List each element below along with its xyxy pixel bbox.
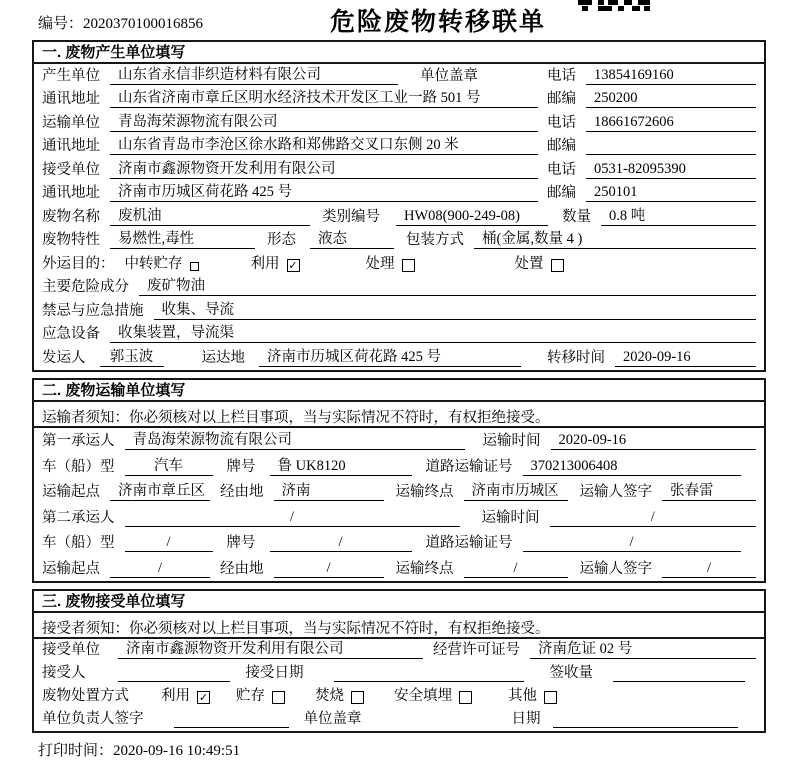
disposal-landfill-checkbox <box>459 691 472 704</box>
disposal-incinerate <box>315 688 364 705</box>
form-body <box>32 40 766 733</box>
plate-number-value: 鲁 UK8120 <box>270 458 412 476</box>
transporter-zip-label: 邮编 <box>547 138 576 154</box>
purpose-treat-checkbox <box>402 259 415 272</box>
accept-person-value <box>118 665 230 682</box>
row-waste-properties <box>34 229 764 253</box>
endpoint-value: 济南市历城区 <box>464 483 568 501</box>
row-responsible-signature <box>34 708 764 731</box>
transporter-unit-label: 运输单位 <box>42 114 100 131</box>
form-state-value: 液态 <box>310 231 394 249</box>
row-accept-unit <box>34 639 764 662</box>
serial-value: 2020370100016856 <box>83 16 204 32</box>
disposal-other-checkbox <box>544 691 557 704</box>
vehicle-type-2-label: 车（船）型 <box>42 535 115 551</box>
disposal-storage-checkbox <box>272 691 285 704</box>
transport-date-value: 2020-09-16 <box>551 432 757 450</box>
origin-2-value: / <box>110 560 210 578</box>
row-receiver-unit <box>34 158 764 182</box>
section-transporter-header: 二. 废物运输单位填写 <box>34 380 764 402</box>
date-value <box>553 711 738 728</box>
form-state-label: 形态 <box>267 232 296 248</box>
disposal-incinerate-checkbox <box>351 691 364 704</box>
unit-seal-label: 单位盖章 <box>420 67 478 84</box>
via-2-label: 经由地 <box>220 560 264 577</box>
accept-person-label: 接受人 <box>42 664 86 681</box>
transfer-purpose-label: 外运目的： <box>42 255 115 272</box>
receiver-unit-value: 济南市鑫源物资开发利用有限公司 <box>110 161 538 179</box>
row-producer-unit <box>34 64 764 88</box>
purpose-dispose <box>515 256 564 273</box>
endpoint-label: 运输终点 <box>395 484 454 500</box>
row-vehicle-2 <box>34 530 764 556</box>
accept-date-label: 接受日期 <box>245 664 304 681</box>
accept-unit-value: 济南市鑫源物资开发利用有限公司 <box>118 641 423 659</box>
waste-properties-label: 废物特性 <box>42 232 100 248</box>
transporter-phone-value: 18661672606 <box>586 114 756 132</box>
section-receiver <box>32 589 766 733</box>
quantity-label: 数量 <box>562 208 591 225</box>
responsible-signature-value <box>174 711 289 728</box>
waste-name-value: 废机油 <box>110 208 310 226</box>
purpose-utilize-checkbox: ✓ <box>288 258 298 272</box>
emergency-equipment-value: 收集装置，导流渠 <box>110 325 756 343</box>
receiver-unit-label: 接受单位 <box>42 161 100 178</box>
producer-phone-value: 13854169160 <box>586 67 756 85</box>
endpoint-2-label: 运输终点 <box>395 560 454 577</box>
disposal-storage <box>236 688 285 705</box>
disposal-landfill-label: 安全填埋 <box>394 687 452 704</box>
destination-label: 运达地 <box>201 349 245 366</box>
accept-unit-label: 接受单位 <box>42 641 100 658</box>
purpose-utilize-label: 利用 <box>250 255 280 272</box>
transfer-date-value: 2020-09-16 <box>615 349 756 367</box>
purpose-treat <box>366 256 415 273</box>
received-quantity-value <box>613 665 745 682</box>
row-hazard-components <box>34 276 764 300</box>
document-header <box>0 0 796 40</box>
plate-number-label: 牌号 <box>226 458 256 475</box>
row-vehicle-1 <box>34 453 764 479</box>
carrier-signature-2-value: / <box>662 560 756 578</box>
plate-number-2-value: / <box>270 534 412 552</box>
vehicle-type-value: 汽车 <box>125 458 213 476</box>
waste-name-label: 废物名称 <box>42 208 100 225</box>
producer-address-value: 山东省济南市章丘区明水经济技术开发区工业一路 501 号 <box>110 90 538 108</box>
transport-date-label: 运输时间 <box>482 433 541 449</box>
receiver-phone-value: 0531-82095390 <box>586 161 756 179</box>
carrier-signature-value: 张春雷 <box>662 483 756 501</box>
row-route-2 <box>34 555 764 581</box>
section-transporter <box>32 378 766 583</box>
transporter-notice: 运输者须知：你必须核对以上栏目事项，当与实际情况不符时，有权拒绝接受。 <box>34 402 764 428</box>
packaging-label: 包装方式 <box>406 232 464 248</box>
row-emergency-measures <box>34 299 764 323</box>
origin-value: 济南市章丘区 <box>110 483 210 501</box>
emergency-equipment-label: 应急设备 <box>42 326 100 342</box>
hazard-components-value: 废矿物油 <box>139 278 756 296</box>
disposal-method-label: 废物处置方式 <box>42 687 129 704</box>
print-time <box>38 739 796 760</box>
license-number-label: 经营许可证号 <box>433 641 520 658</box>
row-transfer-purpose <box>34 252 764 276</box>
receiver-zip-label: 邮编 <box>547 185 576 201</box>
consignor-label: 发运人 <box>42 349 86 366</box>
purpose-transit-storage <box>125 256 199 273</box>
section-producer <box>32 40 766 372</box>
disposal-other <box>508 688 557 705</box>
row-consignor <box>34 346 764 370</box>
received-quantity-label: 签收量 <box>549 664 593 681</box>
transfer-date-label: 转移时间 <box>547 349 605 366</box>
consignor-value: 郭玉波 <box>100 349 164 367</box>
row-waste-name <box>34 205 764 229</box>
receiver-notice: 接受者须知：你必须核对以上栏目事项，当与实际情况不符时，有权拒绝接受。 <box>34 613 764 639</box>
carrier-signature-2-label: 运输人签字 <box>579 560 652 577</box>
second-carrier-value: / <box>125 509 460 527</box>
license-number-value: 济南危证 02 号 <box>530 641 756 659</box>
emergency-measures-value: 收集、导流 <box>154 302 757 320</box>
emergency-measures-label: 禁忌与应急措施 <box>42 302 144 319</box>
transporter-unit-value: 青岛海荣源物流有限公司 <box>110 114 538 132</box>
first-carrier-value: 青岛海荣源物流有限公司 <box>125 432 465 450</box>
responsible-signature-label: 单位负责人签字 <box>42 710 144 727</box>
receiver-address-label: 通讯地址 <box>42 185 100 201</box>
transport-date-2-label: 运输时间 <box>481 509 540 526</box>
receiver-address-value: 济南市历城区荷花路 425 号 <box>110 184 538 202</box>
purpose-treat-label: 处理 <box>365 255 395 272</box>
date-label: 日期 <box>511 710 541 727</box>
packaging-value: 桶(金属,数量 4 ) <box>474 231 756 249</box>
endpoint-2-value: / <box>464 560 568 578</box>
origin-label: 运输起点 <box>42 484 100 500</box>
page-title: 危险废物转移联单 <box>329 8 546 36</box>
disposal-utilize-checkbox: ✓ <box>198 690 209 704</box>
producer-unit-label: 产生单位 <box>42 67 100 84</box>
row-second-carrier <box>34 504 764 530</box>
via-value: 济南 <box>274 483 384 501</box>
disposal-utilize <box>161 688 210 705</box>
via-label: 经由地 <box>220 484 264 500</box>
vehicle-type-label: 车（船）型 <box>42 458 115 475</box>
serial-label: 编号： <box>38 16 84 32</box>
row-route-1 <box>34 479 764 505</box>
vehicle-type-2-value: / <box>125 534 213 552</box>
road-permit-label: 道路运输证号 <box>425 458 513 475</box>
purpose-dispose-label: 处置 <box>514 255 544 272</box>
purpose-dispose-checkbox <box>551 259 564 272</box>
via-2-value: / <box>274 560 384 578</box>
hazard-components-label: 主要危险成分 <box>42 279 129 295</box>
disposal-landfill <box>394 688 472 705</box>
producer-unit-value: 山东省永信非织造材料有限公司 <box>110 67 398 85</box>
print-time-label: 打印时间： <box>38 742 114 759</box>
row-transporter-unit <box>34 111 764 135</box>
section-producer-header: 一. 废物产生单位填写 <box>34 42 764 64</box>
category-code-value: HW08(900-249-08) <box>396 208 548 226</box>
purpose-utilize <box>251 256 300 273</box>
origin-2-label: 运输起点 <box>42 560 100 577</box>
transporter-phone-label: 电话 <box>547 114 576 131</box>
transporter-address-label: 通讯地址 <box>42 138 100 154</box>
row-disposal-method <box>34 685 764 708</box>
road-permit-2-label: 道路运输证号 <box>425 535 513 551</box>
disposal-utilize-label: 利用 <box>161 687 190 704</box>
receiver-phone-label: 电话 <box>547 161 576 178</box>
unit-seal-3-label: 单位盖章 <box>303 710 362 727</box>
accept-date-value <box>334 665 524 682</box>
print-time-value: 2020-09-16 10:49:51 <box>113 742 241 759</box>
producer-phone-label: 电话 <box>547 67 576 84</box>
transporter-address-value: 山东省青岛市李沧区徐水路和郑佛路交叉口东侧 20 米 <box>110 137 538 155</box>
waste-properties-value: 易燃性,毒性 <box>110 231 255 249</box>
road-permit-value: 370213006408 <box>523 458 741 476</box>
row-emergency-equipment <box>34 323 764 347</box>
carrier-signature-label: 运输人签字 <box>579 484 652 500</box>
section-receiver-header: 三. 废物接受单位填写 <box>34 591 764 613</box>
row-accept-person <box>34 662 764 685</box>
road-permit-2-value: / <box>523 534 741 552</box>
transporter-zip-value <box>586 138 756 155</box>
category-code-label: 类别编号 <box>322 208 380 225</box>
row-receiver-address <box>34 182 764 206</box>
disposal-other-label: 其他 <box>508 687 537 704</box>
plate-number-2-label: 牌号 <box>226 535 256 551</box>
qr-code-fragment <box>578 0 652 11</box>
first-carrier-label: 第一承运人 <box>42 433 115 449</box>
transport-date-2-value: / <box>550 509 757 527</box>
purpose-transit-storage-label: 中转贮存 <box>124 255 183 272</box>
quantity-value: 0.8 吨 <box>601 208 756 226</box>
disposal-incinerate-label: 焚烧 <box>315 687 344 704</box>
second-carrier-label: 第二承运人 <box>42 509 115 526</box>
producer-address-label: 通讯地址 <box>42 91 100 107</box>
row-producer-address <box>34 88 764 112</box>
receiver-zip-value: 250101 <box>586 184 756 202</box>
producer-zip-label: 邮编 <box>547 91 576 107</box>
disposal-storage-label: 贮存 <box>236 687 265 704</box>
producer-zip-value: 250200 <box>586 90 756 108</box>
purpose-transit-storage-checkbox <box>190 262 199 271</box>
row-first-carrier <box>34 428 764 454</box>
destination-value: 济南市历城区荷花路 425 号 <box>259 349 521 367</box>
row-transporter-address <box>34 135 764 159</box>
